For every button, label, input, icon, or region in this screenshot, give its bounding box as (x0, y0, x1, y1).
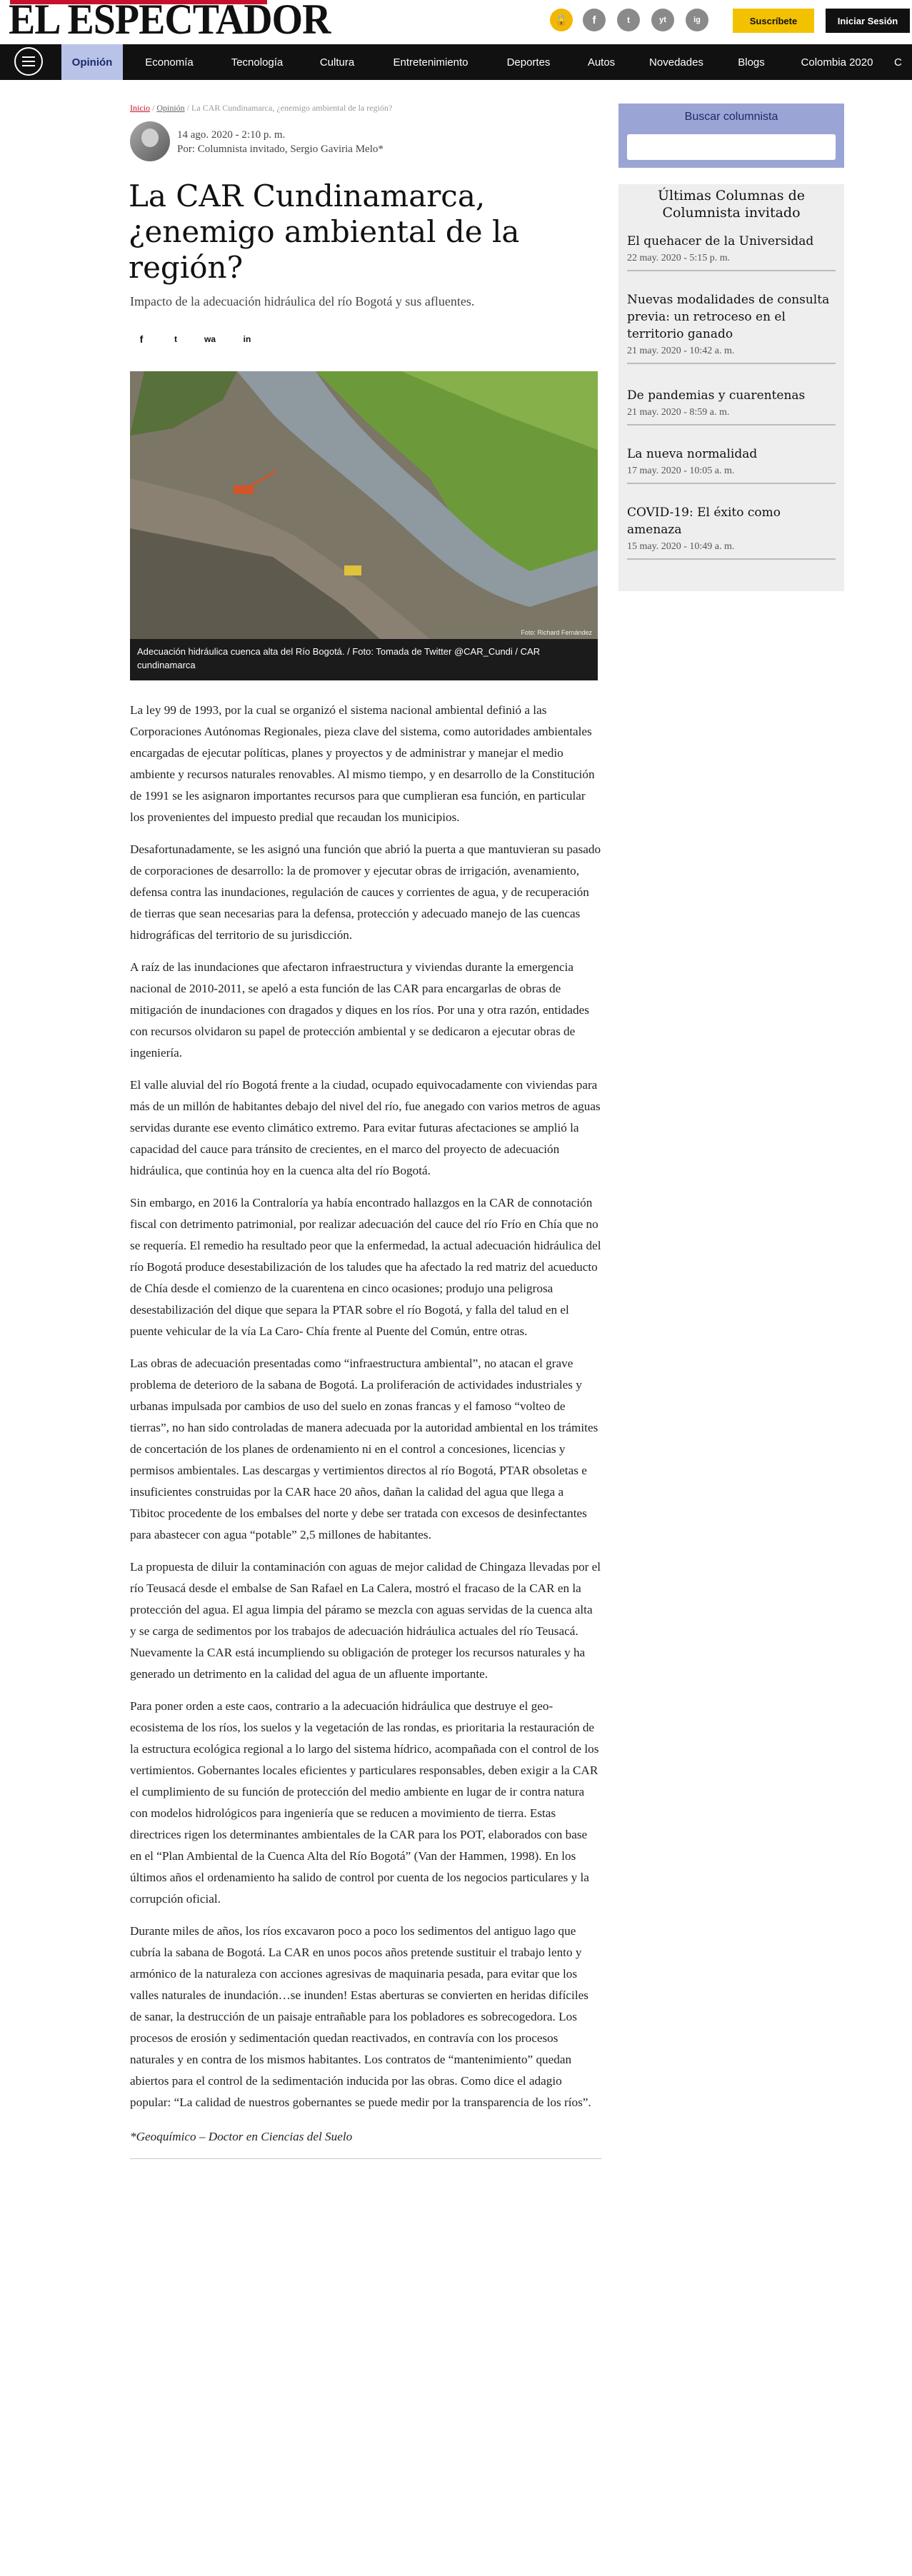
paragraph: Sin embargo, en 2016 la Contraloría ya había encontrado hallazgos en la CAR de connotación fiscal con detrimento patrimonial, por realizar adecuación del cauce del río Frío en Chía que no se requería. El remedio ha resultado peor que la enfermedad, la actual adecuación hidráulica del río Bogotá produce desestabilización de los taludes que ha afectado la red matriz del acueducto de Chía desde el comienzo de la cuarentena en cinco ocasiones; produjo una peligrosa desestabilización del dique que separa la PTAR sobre el río Bogotá, y falla del talud en el puente vehicular de la vía La Caro- Chía frente al Puente del Común, entre otras. (130, 1196, 601, 1338)
divider (130, 2158, 601, 2159)
site-logo[interactable]: EL ESPECTADOR (9, 0, 331, 43)
nav-item-novedades[interactable]: Novedades (649, 56, 703, 69)
article-body (130, 700, 601, 2159)
paragraph: Para poner orden a este caos, contrario a la adecuación hidráulica que destruye el geo-ecosistema de los ríos, los suelos y la vegetación de las rondas, es prioritaria la restauración de la estructura ecológica regional a lo largo del sistema hídrico, acompañada con el control de los vertimientos. Gobernantes locales eficientes y particulares responsables, deben exigir a la CAR el cumplimiento de su función de protección del medio ambiente en lugar de ir contra natura con modelos hidrológicos para ingeniería que se reducen a movimiento de tierra. Estas directrices rigen los determinantes ambientales de la CAR para los POT, elaborados con base en el “Plan Ambiental de la Cuenca Alta del Río Bogotá” (Van der Hammen, 1998). En los últimos años el ordenamiento ha salido de control por cuenta de los negocios particulares y la corrupción oficial. (130, 1699, 599, 1906)
share-linkedin-icon[interactable]: in (243, 334, 251, 344)
nav-item-opinion[interactable]: Opinión (61, 44, 123, 80)
article-title: La CAR Cundinamarca, ¿enemigo ambiental de la región? (129, 178, 520, 285)
breadcrumb-section-link[interactable]: Opinión (156, 103, 185, 113)
hamburger-menu-icon[interactable] (14, 47, 43, 76)
nav-item-deportes[interactable]: Deportes (506, 56, 551, 69)
nav-item-cultura[interactable]: Cultura (319, 56, 355, 69)
paragraph: Durante miles de años, los ríos excavaron poco a poco los sedimentos del antiguo lago que cubría la sabana de Bogotá. La CAR en unos pocos años pretende sustituir el trabajo lento y armónico de la naturaleza con acciones agresivas de maquinaria pesada, para evitar que los valles naturales de inundación…se inunden! Estas aberturas se convierten en heridas difíciles de sanar, la destrucción de un paisaje entrañable para los pobladores es sobrecogedora. Los procesos de erosión y sedimentación quedan reactivados, en contravía con los procesos naturales y en contra de los mismos habitantes. Los contratos de “mantenimiento” quedan abiertos para el control de la sedimentación inducida por las obras. Como dice el adagio popular: “La calidad de nuestros gobernantes se puede medir por la transparencia de los ríos”. (130, 1924, 591, 2109)
list-item[interactable] (627, 291, 836, 364)
column-title[interactable]: De pandemias y cuarentenas (627, 388, 806, 403)
nav-item-autos[interactable]: Autos (587, 56, 616, 69)
article-subtitle: Impacto de la adecuación hidráulica del río Bogotá y sus afluentes. (130, 294, 475, 308)
share-facebook-icon[interactable]: f (139, 333, 144, 345)
photo-caption: Adecuación hidráulica cuenca alta del Río Bogotá. / Foto: Tomada de Twitter @CAR_Cundi / CAR cundinamarca (130, 639, 598, 680)
paragraph: Desafortunadamente, se les asignó una función que abrió la puerta a que mantuvieran su pasado de corporaciones de desarrollo: la de promover y ejecutar obras de irrigación, avenamiento, defensa contra las inundaciones, regulación de cauces y corrientes de agua, y de recuperación de tierras que sean necesarias para la defensa, protección y adecuado manejo de las cuencas hidrográficas del territorio de su jurisdicción. (130, 842, 601, 942)
column-date: 21 may. 2020 - 10:42 a. m. (627, 346, 735, 356)
nav-item-tecnologia[interactable]: Tecnología (231, 56, 284, 69)
breadcrumb-home-link[interactable]: Inicio (130, 103, 150, 113)
column-title[interactable]: La nueva normalidad (627, 447, 758, 461)
share-whatsapp-icon[interactable]: wa (204, 334, 216, 344)
breadcrumb: Inicio / Opinión / La CAR Cundinamarca, ¿enemigo ambiental de la región? (130, 103, 393, 113)
login-button[interactable]: Iniciar Sesión (826, 9, 910, 33)
article-byline: Por: Columnista invitado, Sergio Gaviria Melo* (177, 144, 384, 155)
article-date: 14 ago. 2020 - 2:10 p. m. (177, 129, 286, 141)
author-signature: *Geoquímico – Doctor en Ciencias del Suelo (130, 2130, 353, 2143)
article-photo[interactable] (130, 371, 598, 639)
youtube-icon[interactable]: yt (651, 9, 674, 31)
list-item[interactable] (627, 387, 836, 426)
nav-item-overflow[interactable]: C (894, 56, 902, 69)
columnist-search-title: Buscar columnista (684, 111, 778, 123)
instagram-icon[interactable]: ig (686, 9, 708, 31)
nav-item-blogs[interactable]: Blogs (738, 56, 765, 69)
river-aerial-image (130, 371, 598, 639)
paragraph: La propuesta de diluir la contaminación con aguas de mejor calidad de Chingaza llevadas por el río Teusacá desde el embalse de San Rafael en La Calera, mostró el fracaso de la CAR en la protección del agua. El agua limpia del páramo se mezcla con aguas servidas de la cuenca alta y se carga de sedimentos por los trabajos de adecuación hidráulica actuales del río Teusacá. Nuevamente la CAR está incumpliendo su obligación de proteger los recursos naturales y ha generado un detrimento en la calidad del agua de un afluente importante. (130, 1560, 601, 1681)
twitter-icon[interactable]: t (617, 9, 640, 31)
subscribe-button[interactable]: Suscríbete (733, 9, 814, 33)
share-twitter-icon[interactable]: t (174, 334, 177, 344)
column-date: 15 may. 2020 - 10:49 a. m. (627, 541, 735, 552)
paragraph: La ley 99 de 1993, por la cual se organizó el sistema nacional ambiental definió a las Corporaciones Autónomas Regionales, pieza clave del sistema, como autoridades ambientales encargadas de ejecutar políticas, planes y proyectos y de administrar y manejar el medio ambiente y recursos naturales renovables. Al mismo tiempo, y en desarrollo de la Constitución de 1991 se les asignaron importantes recursos para que cumplieran esa función, en particular los provenientes del impuesto predial que recaudan los municipios. (130, 703, 595, 824)
list-item[interactable] (627, 504, 836, 560)
lock-icon[interactable]: 🔒 (550, 9, 573, 31)
nav-item-economia[interactable]: Economía (145, 56, 194, 69)
columnist-search-input[interactable] (627, 134, 836, 160)
list-item[interactable] (627, 446, 836, 484)
paragraph: Las obras de adecuación presentadas como “infraestructura ambiental”, no atacan el grave problema de deterioro de la sabana de Bogotá. La proliferación de actividades industriales y urbanas impulsada por cambios de uso del suelo en zonas francas y el famoso “volteo de tierras”, no han sido controladas de manera adecuada por la autoridad ambiental en los trámites de concertación de los planes de ordenamiento ni en el control a concesiones, licencias y permisos ambientales. Las descargas y vertimientos directos al río Bogotá, PTAR obsoletas e insuficientes construidas por la CAR hace 20 años, dañan la calidad del agua que llega a Tibitoc procedente de los embalses del norte y debe ser tratada con excesos de desinfectantes para abastecer con agua “potable” 2,5 millones de habitantes. (130, 1357, 598, 1541)
column-title[interactable]: El quehacer de la Universidad (627, 234, 814, 248)
column-title[interactable]: COVID-19: El éxito como amenaza (627, 505, 781, 537)
breadcrumb-current: La CAR Cundinamarca, ¿enemigo ambiental de la región? (191, 103, 393, 113)
column-date: 21 may. 2020 - 8:59 a. m. (627, 407, 730, 418)
nav-item-entretenimiento[interactable]: Entretenimiento (393, 56, 468, 69)
author-avatar[interactable] (130, 121, 170, 161)
photo-credit: Foto: Richard Fernández (521, 629, 592, 636)
latest-columns-title: Últimas Columnas de Columnista invitado (657, 188, 805, 221)
column-title[interactable]: Nuevas modalidades de consulta previa: un retroceso en el territorio ganado (627, 293, 830, 341)
list-item[interactable] (627, 233, 836, 271)
facebook-icon[interactable]: f (583, 9, 606, 31)
paragraph: A raíz de las inundaciones que afectaron infraestructura y viviendas durante la emergencia nacional de 2010-2011, se apeló a esta función de las CAR para encargarlas de obras de mitigación de inundaciones con dragados y diques en los ríos. Por una y otra razón, entidades con recursos olvidaron su papel de protección ambiental y se dedicaron a ejecutar obras de ingeniería. (130, 960, 589, 1060)
column-date: 17 may. 2020 - 10:05 a. m. (627, 466, 735, 476)
paragraph: El valle aluvial del río Bogotá frente a la ciudad, ocupado equivocadamente con viviendas para más de un millón de habitantes debajo del nivel del río, fue anegado con varios metros de aguas servidas durante ese evento climático extremo. Para evitar futuras afectaciones se amplió la capacidad del cauce para tránsito de crecientes, en el marco del proyecto de adecuación hidráulica, que continúa hoy en la cuenca alta del río Bogotá. (130, 1078, 601, 1177)
nav-item-colombia-2020[interactable]: Colombia 2020 (801, 56, 873, 69)
column-date: 22 may. 2020 - 5:15 p. m. (627, 253, 731, 263)
